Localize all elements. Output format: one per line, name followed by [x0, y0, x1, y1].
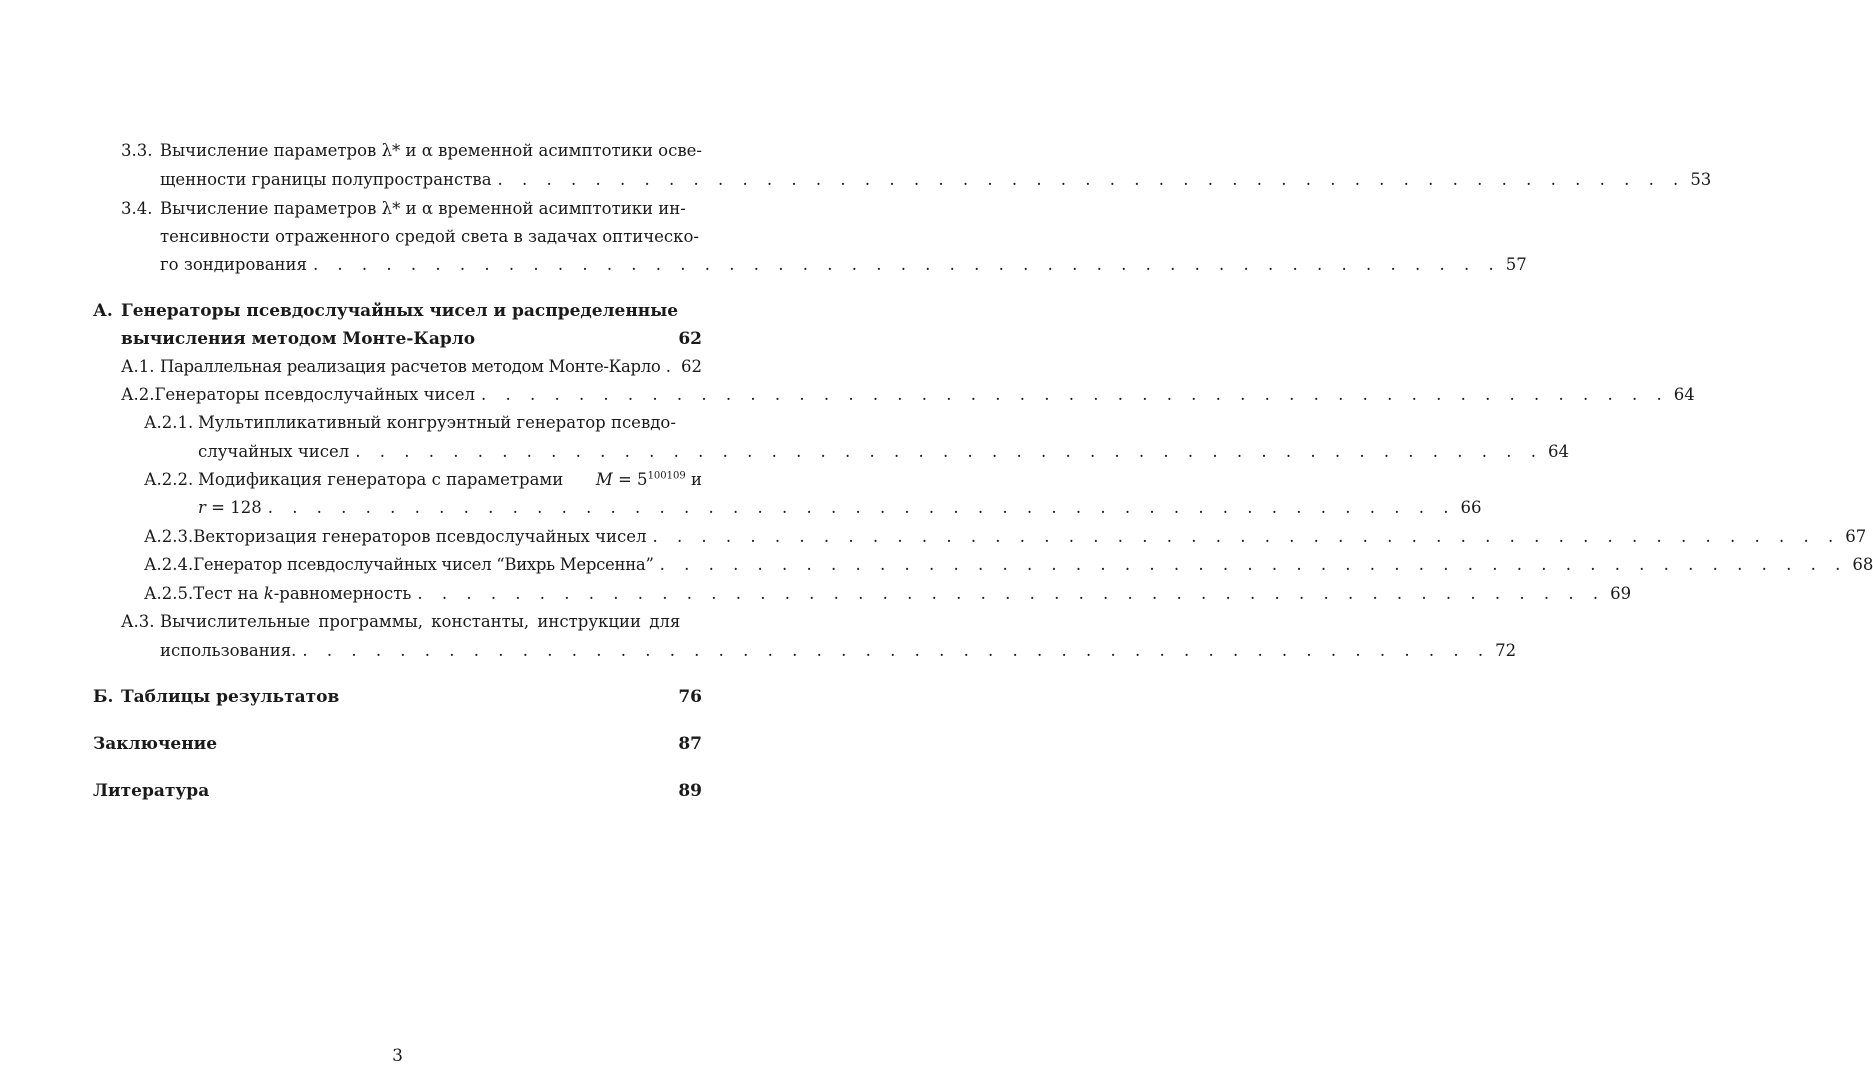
toc-page: 89	[678, 781, 702, 801]
dot-leader: . . . . . . . . . . . . . . . . . . . . . . . . . . . . . . . . . . . . . . . . . . . . . . . . .	[355, 442, 1544, 461]
toc-entry-3-4-cont2[interactable]	[160, 255, 1527, 275]
toc-appendix-b[interactable]	[93, 687, 702, 707]
toc-page: 53	[1690, 170, 1712, 189]
toc-entry-3-3-cont[interactable]	[160, 170, 1712, 190]
formula-var-m: M	[595, 470, 613, 489]
dot-leader: . . . . . . . . . . . . . . . . . . . . . . . . . . . . . . . . . . . . . . . . . . . . . . . . .	[480, 385, 1669, 404]
dot-leader: . . . . . . . . . . . . . . . . . . . . . . . . . . . . . . . . . . . . . . . . . . . . . . . . .	[652, 527, 1841, 546]
toc-title	[198, 470, 702, 490]
toc-entry-a-2-1-cont[interactable]	[198, 442, 1570, 462]
toc-number: А.	[93, 301, 113, 321]
toc-number: 3.4.	[121, 199, 153, 218]
toc-title-text: Тест на	[193, 584, 264, 603]
toc-entry-a-2[interactable]	[121, 385, 1695, 405]
dot-leader: . . . . . . . . . . . . . . . . . . . . . . . . . . . . . . . . . . . . . . . . . . . . . . . . .	[312, 255, 1501, 274]
toc-page: 72	[1495, 641, 1517, 660]
toc-page: 76	[678, 687, 702, 707]
toc-appendix-a-cont[interactable]	[121, 329, 702, 349]
toc-title-text: -равномерность	[273, 584, 412, 603]
toc-entry-a-2-1[interactable]	[144, 413, 702, 433]
toc-entry-3-3[interactable]	[121, 141, 702, 161]
formula-var-r: r	[198, 498, 206, 517]
toc-title: Вычисление параметров λ* и α временной асимптотики осве-	[159, 141, 702, 160]
toc-conclusion[interactable]	[93, 734, 702, 754]
toc-title: Таблицы результатов	[121, 687, 340, 707]
formula-eq: = 128	[205, 498, 262, 517]
page-number: 3	[392, 1046, 403, 1066]
toc-title-text: Модификация генератора с параметрами	[198, 470, 564, 489]
dot-leader: . . . . . . . . . . . . . . . . . . . . . . . . . . . . . . . . . . . . . . . . . . . . . . . . .	[497, 170, 1686, 189]
formula-eq: = 5	[612, 470, 648, 489]
toc-title-cont: го зондирования	[160, 255, 307, 274]
toc-entry-a-2-2-cont[interactable]	[198, 498, 1482, 518]
toc-title: Мультипликативный конгруэнтный генератор псевдо-	[198, 413, 676, 432]
toc-number: А.2.1.	[144, 413, 194, 432]
toc-title-cont	[198, 498, 262, 518]
toc-page: 68	[1852, 555, 1873, 574]
toc-page: 67	[1845, 527, 1867, 546]
toc-entry-a-3[interactable]	[121, 612, 702, 632]
toc-entry-a-1[interactable]	[121, 357, 702, 377]
toc-title: Векторизация генераторов псевдослучайных чисел	[193, 527, 647, 546]
toc-number: А.2.	[121, 385, 155, 404]
toc-title: Заключение	[93, 734, 218, 754]
formula-tail: и	[685, 470, 702, 489]
toc-entry-a-2-2[interactable]	[144, 470, 702, 490]
toc-literature[interactable]	[93, 781, 702, 801]
toc-number: А.1.	[121, 357, 155, 376]
formula-var-k: k	[263, 584, 274, 603]
toc-page: 62	[678, 329, 702, 349]
toc-number: А.2.5.	[144, 584, 194, 603]
toc-appendix-a[interactable]	[93, 301, 702, 321]
dot-leader: .	[665, 357, 678, 376]
dot-leader: . . . . . . . . . . . . . . . . . . . . . . . . . . . . . . . . . . . . . . . . . . . . . . . . .	[302, 641, 1491, 660]
toc-entry-3-4-cont[interactable]	[160, 227, 702, 247]
dot-leader: . . . . . . . . . . . . . . . . . . . . . . . . . . . . . . . . . . . . . . . . . . . . . . . . .	[267, 498, 1456, 517]
toc-page: 69	[1610, 584, 1632, 603]
toc-number: 3.3.	[121, 141, 153, 160]
toc-title: Генератор псевдослучайных чисел “Вихрь Мерсенна”	[193, 555, 654, 574]
formula-exponent: 100109	[647, 470, 686, 482]
toc-entry-3-4[interactable]	[121, 199, 702, 219]
toc-number: Б.	[93, 687, 114, 707]
toc-title-cont: вычисления методом Монте-Карло	[121, 329, 476, 349]
toc-number: А.2.2.	[144, 470, 194, 489]
toc-entry-a-2-4[interactable]	[144, 555, 1873, 575]
toc-page: 66	[1460, 498, 1482, 517]
formula	[596, 470, 702, 490]
toc-number: А.2.4.	[144, 555, 194, 574]
toc-title: Вычисление параметров λ* и α временной асимптотики ин-	[160, 199, 686, 218]
toc-title-cont: тенсивности отраженного средой света в задачах оптическо-	[160, 227, 699, 246]
toc-entry-a-2-5[interactable]	[144, 584, 1632, 604]
toc-title-cont: щенности границы полупространства	[160, 170, 492, 189]
toc-page: 64	[1548, 442, 1570, 461]
toc-entry-a-3-cont[interactable]	[160, 641, 1517, 661]
toc-title-cont: использования.	[160, 641, 297, 660]
dot-leader: . . . . . . . . . . . . . . . . . . . . . . . . . . . . . . . . . . . . . . . . . . . . . . . . .	[659, 555, 1848, 574]
toc-page: 64	[1673, 385, 1695, 404]
toc-page: 62	[681, 357, 702, 376]
toc-page: 87	[678, 734, 702, 754]
toc-title	[193, 584, 411, 604]
toc-title: Генераторы псевдослучайных чисел	[154, 385, 475, 404]
toc-title: Параллельная реализация расчетов методом Монте-Карло	[160, 357, 661, 376]
toc-page: 57	[1505, 255, 1527, 274]
toc-title: Вычислительные программы, константы, инструкции для	[160, 612, 681, 631]
toc-number: А.2.3.	[144, 527, 194, 546]
toc-number: А.3.	[121, 612, 155, 631]
toc-title: Литература	[93, 781, 210, 801]
toc-entry-a-2-3[interactable]	[144, 527, 1867, 547]
toc-title-cont: случайных чисел	[198, 442, 350, 461]
toc-title: Генераторы псевдослучайных чисел и распределенные	[121, 301, 679, 321]
dot-leader: . . . . . . . . . . . . . . . . . . . . . . . . . . . . . . . . . . . . . . . . . . . . . . . . .	[417, 584, 1606, 603]
